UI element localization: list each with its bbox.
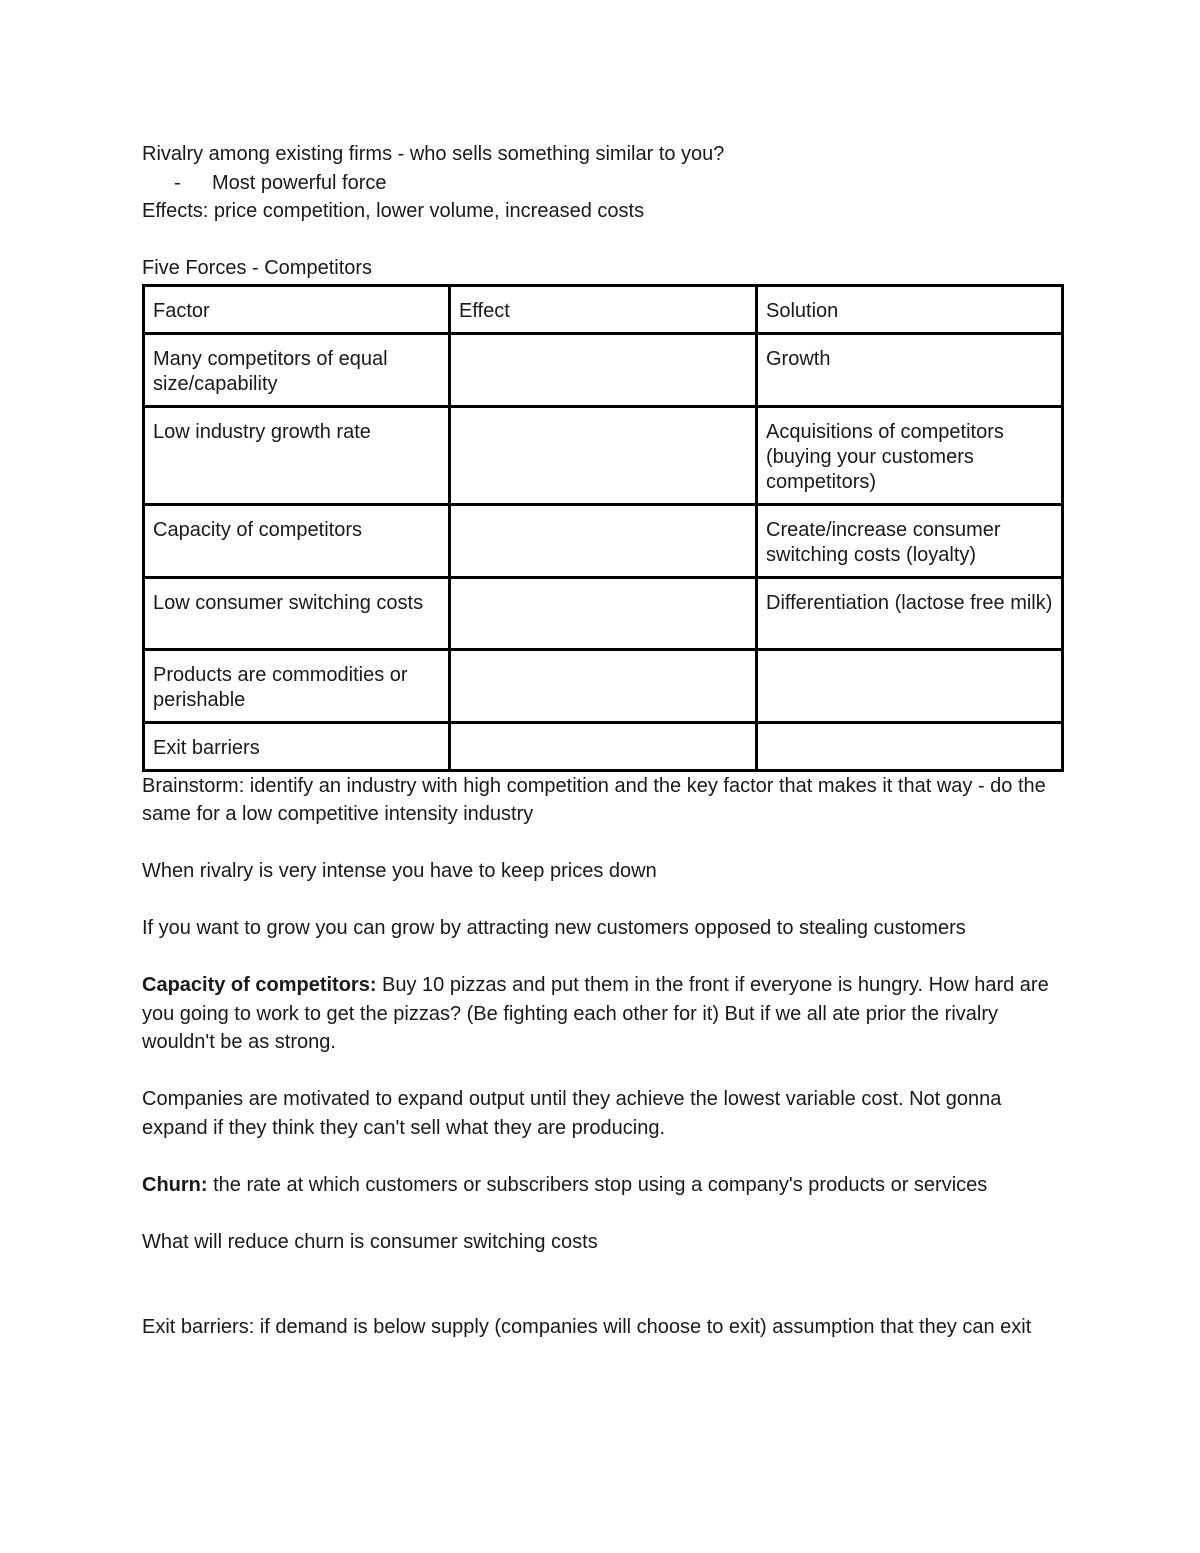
table-title: Five Forces - Competitors: [142, 257, 373, 279]
brainstorm-paragraph: Brainstorm: identify an industry with high competition and the key factor that makes it that way - do the same for a low competitive intensity industry: [142, 774, 1046, 825]
capacity-label: Capacity of competitors:: [142, 974, 377, 996]
effect-cell: [450, 722, 757, 770]
header-effect: Effect: [450, 285, 757, 333]
capacity-text: Buy 10 pizzas and put them in the front if everyone is hungry. How hard are you going to work to get the pizzas? (Be fighting each other for it) But if we all ate prior the rivalry wouldn't be as strong.: [142, 974, 1049, 1053]
header-factor: Factor: [144, 285, 450, 333]
factor-cell: Many competitors of equal size/capability: [144, 333, 450, 406]
effect-cell: [450, 577, 757, 649]
five-forces-table: [142, 284, 1064, 772]
rivalry-paragraph: When rivalry is very intense you have to keep prices down: [142, 860, 657, 882]
solution-cell: Growth: [757, 333, 1063, 406]
blank-line: [142, 886, 1062, 915]
effects-line: Effects: price competition, lower volume, increased costs: [142, 200, 645, 222]
bullet-item: [142, 169, 1062, 198]
table-header-row: [144, 285, 1063, 333]
solution-cell: [757, 722, 1063, 770]
table-row: [144, 577, 1063, 649]
factor-cell: Low industry growth rate: [144, 406, 450, 504]
table-row: [144, 406, 1063, 504]
solution-cell: [757, 649, 1063, 722]
reduce-churn-paragraph: What will reduce churn is consumer switching costs: [142, 1230, 598, 1253]
blank-line: [142, 1142, 1062, 1171]
companies-paragraph: Companies are motivated to expand output until they achieve the lowest variable cost. Not gonna expand if they think they can't sell what they are producing.: [142, 1088, 1002, 1139]
header-solution: Solution: [757, 285, 1063, 333]
blank-line: [142, 226, 1062, 255]
capacity-paragraph: [142, 971, 1062, 1057]
grow-paragraph: If you want to grow you can grow by attracting new customers opposed to stealing customers: [142, 917, 966, 939]
factor-cell: Exit barriers: [144, 722, 450, 770]
effect-cell: [450, 333, 757, 406]
blank-line: [142, 1256, 1062, 1285]
churn-paragraph: [142, 1171, 1062, 1200]
effect-cell: [450, 406, 757, 504]
blank-line: [142, 943, 1062, 972]
churn-text: the rate at which customers or subscribers stop using a company's products or services: [207, 1173, 988, 1196]
factor-cell: Low consumer switching costs: [144, 577, 450, 649]
factor-cell: Products are commodities or perishable: [144, 649, 450, 722]
table-row: [144, 333, 1063, 406]
exit-barriers-paragraph: Exit barriers: if demand is below supply (companies will choose to exit) assumption that they can exit: [142, 1316, 1032, 1338]
document-page: [142, 140, 1062, 1342]
bullet-dash: -: [174, 171, 181, 194]
intro-rivalry-line: Rivalry among existing firms - who sells something similar to you?: [142, 143, 725, 165]
effect-cell: [450, 649, 757, 722]
blank-line: [142, 1199, 1062, 1228]
table-row: [144, 649, 1063, 722]
solution-cell: Acquisitions of competitors (buying your customers competitors): [757, 406, 1063, 504]
bullet-text: Most powerful force: [212, 171, 387, 194]
blank-line: [142, 829, 1062, 858]
table-row: [144, 504, 1063, 577]
blank-line: [142, 1057, 1062, 1086]
factor-cell: Capacity of competitors: [144, 504, 450, 577]
table-row: [144, 722, 1063, 770]
blank-line: [142, 1285, 1062, 1314]
solution-cell: Create/increase consumer switching costs (loyalty): [757, 504, 1063, 577]
solution-cell: Differentiation (lactose free milk): [757, 577, 1063, 649]
churn-label: Churn:: [142, 1173, 208, 1196]
effect-cell: [450, 504, 757, 577]
